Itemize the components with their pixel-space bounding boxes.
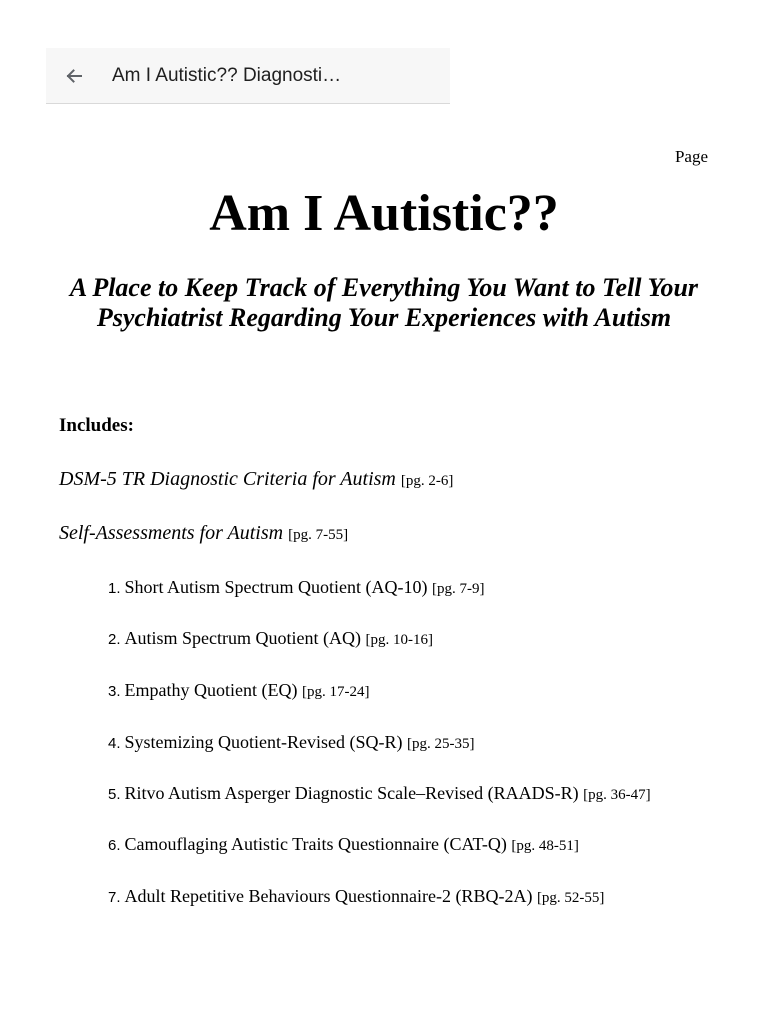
item-number: 4. xyxy=(108,735,121,752)
document-subtitle: A Place to Keep Track of Everything You Want to Tell Your Psychiatrist Regarding Your Experiences with Autism xyxy=(69,273,699,332)
item-number: 1. xyxy=(108,580,121,597)
item-number: 2. xyxy=(108,631,121,648)
item-number: 7. xyxy=(108,889,121,906)
section-dsm5-criteria xyxy=(59,468,453,491)
item-name: Autism Spectrum Quotient (AQ) xyxy=(124,628,361,648)
item-name: Adult Repetitive Behaviours Questionnaire-2 (RBQ-2A) xyxy=(124,886,533,906)
assessment-item-rbq2a xyxy=(108,886,604,907)
item-page-range: [pg. 48-51] xyxy=(511,838,579,854)
assessment-item-sqr xyxy=(108,732,475,753)
back-button[interactable] xyxy=(46,48,102,104)
item-number: 6. xyxy=(108,837,121,854)
section-page-range: [pg. 7-55] xyxy=(288,527,349,543)
section-title: Self-Assessments for Autism xyxy=(59,522,284,544)
document-tab-title: Am I Autistic?? Diagnosti… xyxy=(112,64,342,86)
item-name: Ritvo Autism Asperger Diagnostic Scale–Revised (RAADS-R) xyxy=(124,783,579,803)
item-number: 5. xyxy=(108,786,121,803)
assessment-item-eq xyxy=(108,680,369,701)
app-toolbar xyxy=(46,48,450,104)
item-page-range: [pg. 52-55] xyxy=(536,890,605,906)
item-name: Short Autism Spectrum Quotient (AQ-10) xyxy=(124,577,428,597)
section-page-range: [pg. 2-6] xyxy=(400,473,454,489)
section-self-assessments xyxy=(59,522,348,545)
section-title: DSM-5 TR Diagnostic Criteria for Autism xyxy=(59,468,396,490)
item-number: 3. xyxy=(108,683,121,700)
item-page-range: [pg. 36-47] xyxy=(583,787,651,803)
item-page-range: [pg. 17-24] xyxy=(301,684,370,700)
document-title: Am I Autistic?? xyxy=(209,185,559,242)
assessment-item-aq10 xyxy=(108,577,485,598)
item-name: Camouflaging Autistic Traits Questionnaire (CAT-Q) xyxy=(124,834,507,854)
item-page-range: [pg. 7-9] xyxy=(432,581,485,597)
page-header-label: Page xyxy=(674,147,708,166)
item-name: Systemizing Quotient-Revised (SQ-R) xyxy=(124,732,403,752)
assessment-item-catq xyxy=(108,834,579,855)
includes-heading: Includes: xyxy=(59,415,134,436)
arrow-left-icon xyxy=(64,66,84,86)
item-page-range: [pg. 10-16] xyxy=(365,632,433,648)
assessment-item-aq xyxy=(108,628,433,649)
item-page-range: [pg. 25-35] xyxy=(407,736,475,752)
assessment-item-raadsr xyxy=(108,783,651,804)
item-name: Empathy Quotient (EQ) xyxy=(124,680,298,700)
